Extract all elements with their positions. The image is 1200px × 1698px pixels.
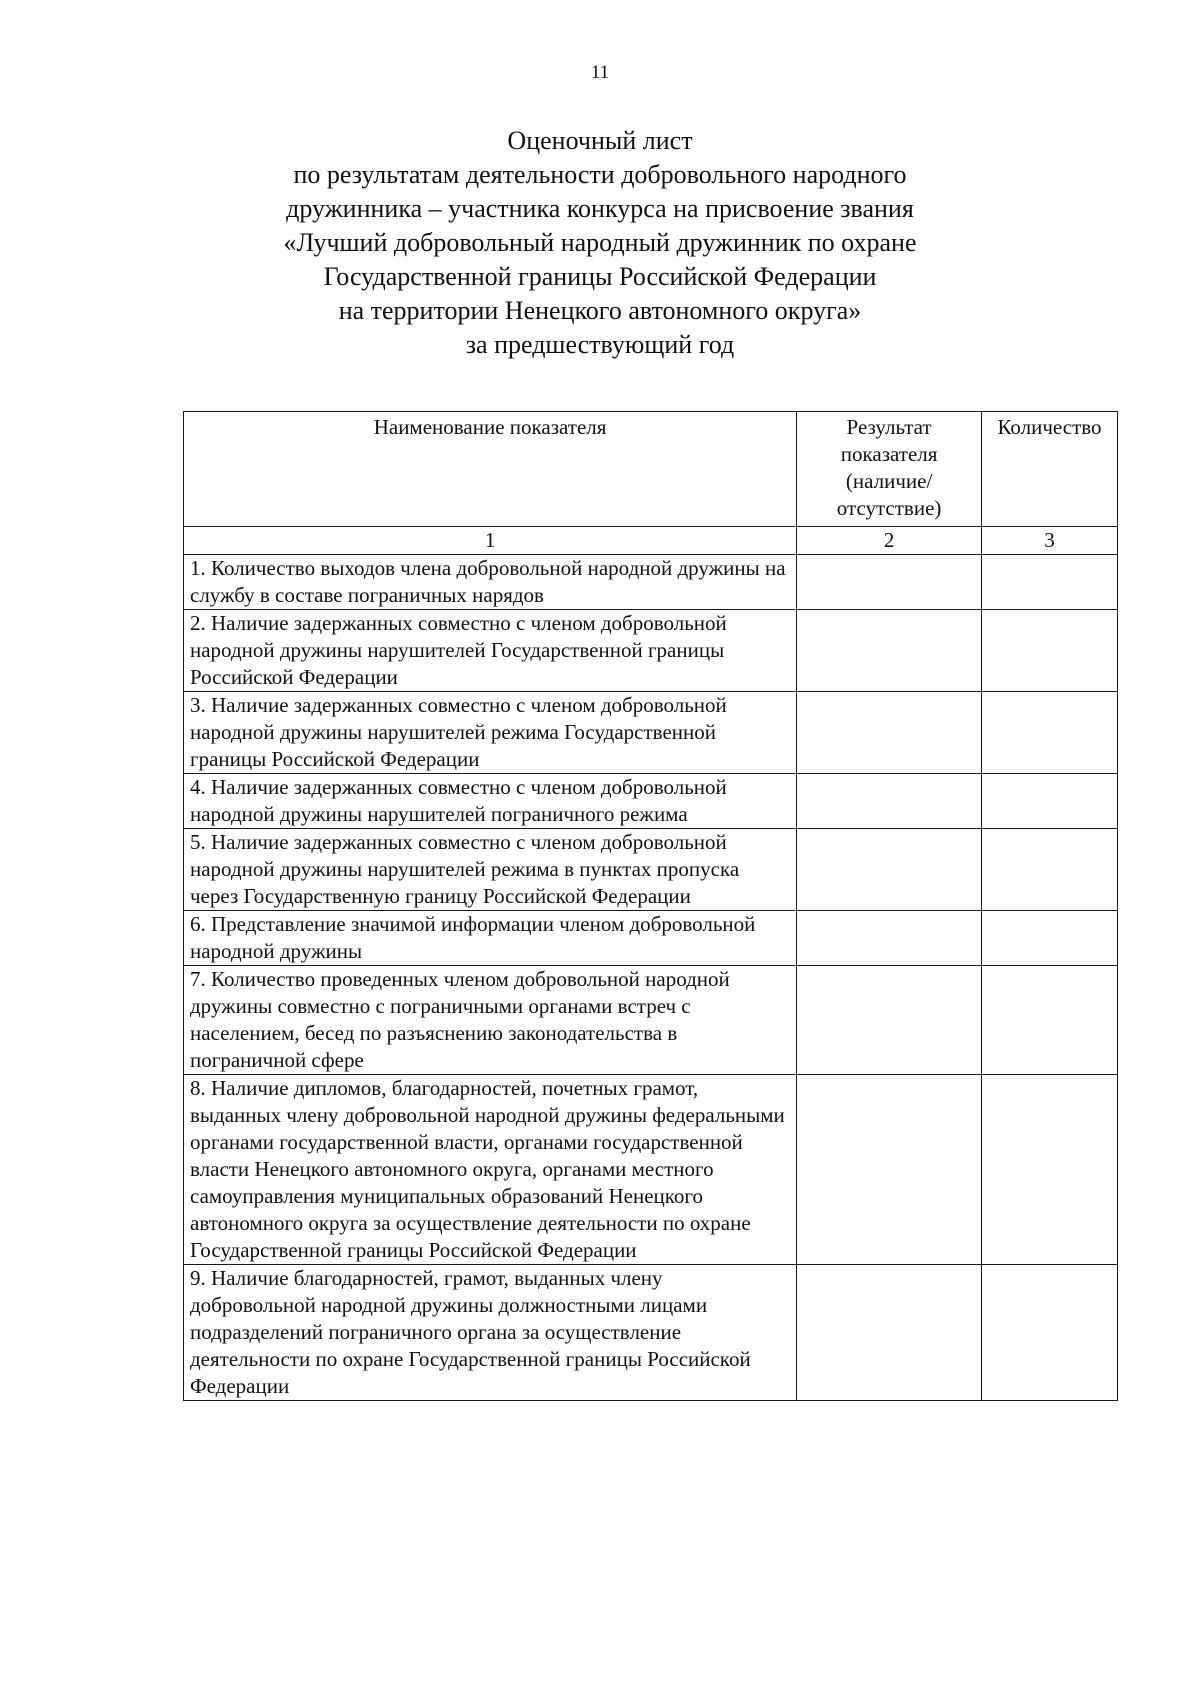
indicator-text: 3. Наличие задержанных совместно с членом добровольной народной дружины нарушителей режима Государственной границы Российской Федерации bbox=[184, 692, 797, 774]
count-cell bbox=[982, 610, 1118, 692]
document-title bbox=[150, 124, 1050, 362]
result-cell bbox=[797, 555, 982, 610]
result-cell bbox=[797, 1265, 982, 1401]
column-number: 3 bbox=[982, 527, 1118, 555]
evaluation-table bbox=[183, 411, 1118, 1401]
count-cell bbox=[982, 966, 1118, 1075]
indicator-text: 2. Наличие задержанных совместно с членом добровольной народной дружины нарушителей Государственной границы Российской Федерации bbox=[184, 610, 797, 692]
indicator-text: 7. Количество проведенных членом добровольной народной дружины совместно с пограничными органами встреч с населением, бесед по разъяснению законодательства в пограничной сфере bbox=[184, 966, 797, 1075]
count-cell bbox=[982, 555, 1118, 610]
indicator-text: 8. Наличие дипломов, благодарностей, почетных грамот, выданных члену добровольной народной дружины федеральными органами государственной власти, органами государственной власти Ненецкого автономного округа, органами местного самоуправления муниципальных образований Ненецкого автономного округа за осуществление деятельности по охране Государственной границы Российской Федерации bbox=[184, 1075, 797, 1265]
header-indicator-name: Наименование показателя bbox=[184, 412, 797, 527]
table-row bbox=[184, 610, 1118, 692]
title-line: по результатам деятельности добровольного народного bbox=[293, 160, 907, 189]
indicator-text: 1. Количество выходов члена добровольной народной дружины на службу в составе пограничных нарядов bbox=[184, 555, 797, 610]
table-row bbox=[184, 774, 1118, 829]
count-cell bbox=[982, 692, 1118, 774]
table-row bbox=[184, 966, 1118, 1075]
table-row bbox=[184, 692, 1118, 774]
result-cell bbox=[797, 1075, 982, 1265]
indicator-text: 5. Наличие задержанных совместно с членом добровольной народной дружины нарушителей режима в пунктах пропуска через Государственную границу Российской Федерации bbox=[184, 829, 797, 911]
page-number: 11 bbox=[590, 62, 610, 83]
count-cell bbox=[982, 911, 1118, 966]
result-cell bbox=[797, 774, 982, 829]
table-row bbox=[184, 829, 1118, 911]
result-cell bbox=[797, 829, 982, 911]
title-line: дружинника – участника конкурса на присвоение звания bbox=[286, 194, 914, 223]
title-line: Государственной границы Российской Федерации bbox=[323, 262, 877, 291]
table-row bbox=[184, 555, 1118, 610]
result-cell bbox=[797, 911, 982, 966]
indicator-text: 4. Наличие задержанных совместно с членом добровольной народной дружины нарушителей пограничного режима bbox=[184, 774, 797, 829]
table-row bbox=[184, 911, 1118, 966]
indicator-text: 9. Наличие благодарностей, грамот, выданных члену добровольной народной дружины должностными лицами подразделений пограничного органа за осуществление деятельности по охране Государственной границы Российской Федерации bbox=[184, 1265, 797, 1401]
result-cell bbox=[797, 610, 982, 692]
title-line: Оценочный лист bbox=[507, 126, 693, 155]
result-cell bbox=[797, 966, 982, 1075]
indicator-text: 6. Представление значимой информации членом добровольной народной дружины bbox=[184, 911, 797, 966]
table-row bbox=[184, 1265, 1118, 1401]
result-cell bbox=[797, 692, 982, 774]
table-row bbox=[184, 1075, 1118, 1265]
count-cell bbox=[982, 1265, 1118, 1401]
table-header-row bbox=[184, 412, 1118, 527]
title-line: на территории Ненецкого автономного округа» bbox=[338, 296, 862, 325]
count-cell bbox=[982, 774, 1118, 829]
column-number: 2 bbox=[797, 527, 982, 555]
title-line: за предшествующий год bbox=[465, 330, 735, 359]
header-count: Количество bbox=[982, 412, 1118, 527]
count-cell bbox=[982, 1075, 1118, 1265]
column-number: 1 bbox=[184, 527, 797, 555]
title-line: «Лучший добровольный народный дружинник по охране bbox=[283, 228, 917, 257]
column-number-row bbox=[184, 527, 1118, 555]
header-result: Результат показателя (наличие/ отсутствие) bbox=[797, 412, 982, 527]
count-cell bbox=[982, 829, 1118, 911]
